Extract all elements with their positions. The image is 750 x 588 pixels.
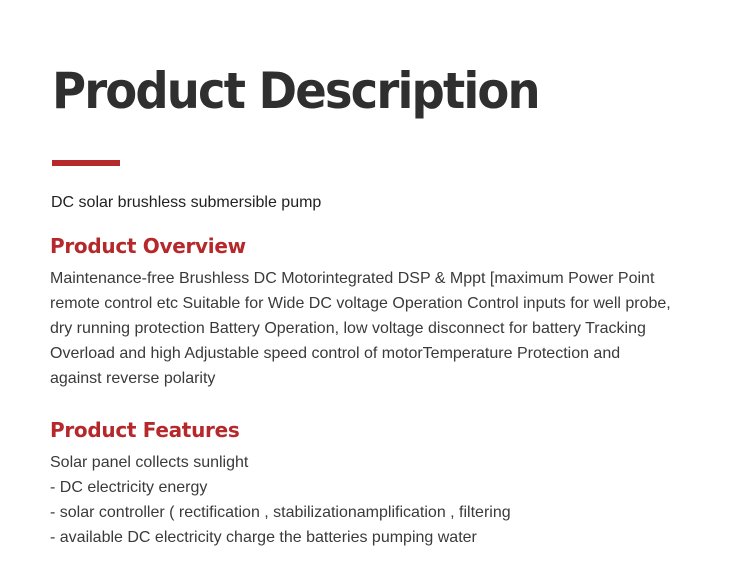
overview-line: Overload and high Adjustable speed control of motorTemperature Protection and [50,345,621,362]
feature-item: Solar panel collects sunlight [50,454,249,471]
overview-line: dry running protection Battery Operation, low voltage disconnect for battery Tracking [50,320,646,337]
features-list [50,450,730,550]
page-title: Product Description [52,62,539,120]
features-heading: Product Features [50,418,240,442]
title-underline [52,160,120,166]
overview-line: against reverse polarity [50,370,216,387]
overview-line: Maintenance-free Brushless DC Motorintegrated DSP & Mppt [maximum Power Point [50,270,655,287]
feature-item: - solar controller ( rectification , stabilizationamplification , filtering [50,504,511,521]
product-name: DC solar brushless submersible pump [51,194,322,211]
overview-text [50,266,730,391]
overview-line: remote control etc Suitable for Wide DC voltage Operation Control inputs for well probe, [50,295,671,312]
overview-heading: Product Overview [50,234,246,258]
feature-item: - available DC electricity charge the batteries pumping water [50,529,477,546]
feature-item: - DC electricity energy [50,479,208,496]
